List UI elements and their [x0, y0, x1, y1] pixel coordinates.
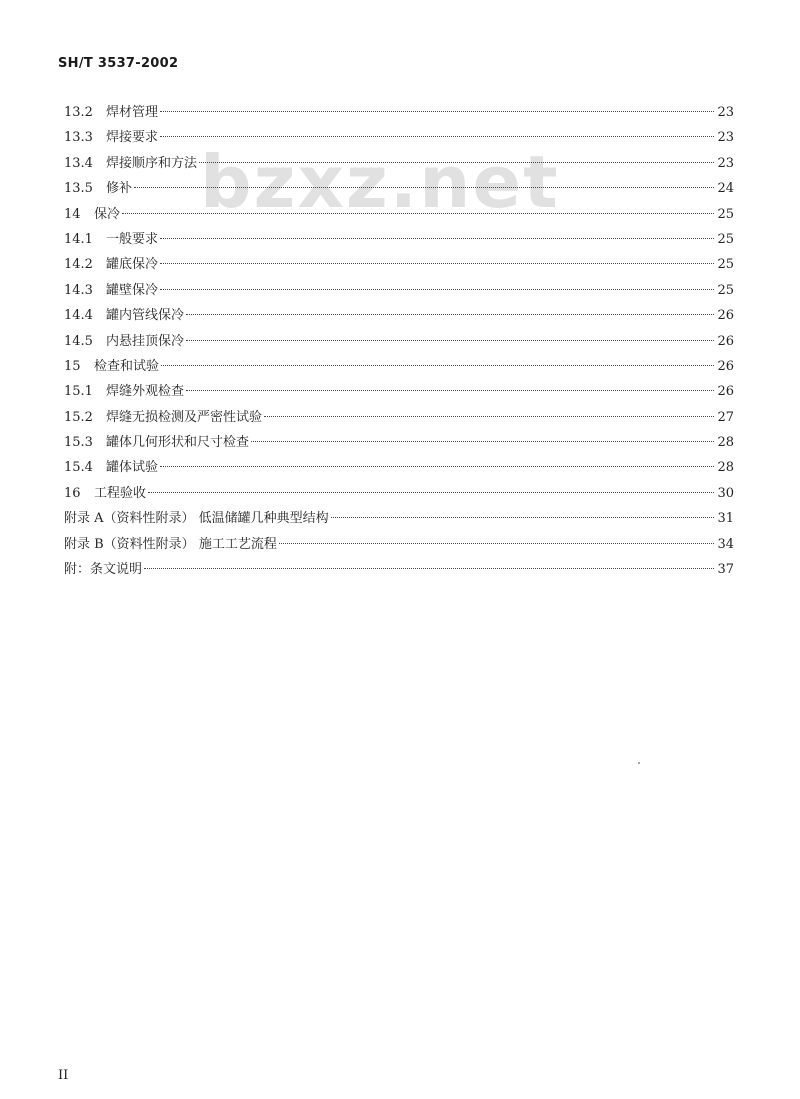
- dot-leader: [160, 289, 714, 290]
- toc-entry-13-5[interactable]: [64, 176, 734, 201]
- toc-page-number: 25: [717, 231, 734, 247]
- toc-page-number: 25: [717, 257, 734, 273]
- toc-title: 焊缝无损检测及严密性试验: [106, 409, 263, 425]
- toc-entry-16[interactable]: [64, 481, 734, 506]
- toc-page-number: 37: [717, 562, 734, 578]
- toc-number: 15.4: [64, 460, 93, 476]
- toc-title: 一般要求: [106, 231, 159, 247]
- toc-number: 14: [64, 206, 81, 222]
- toc-entry-13-2[interactable]: [64, 100, 734, 125]
- toc-number: 14.3: [64, 282, 93, 298]
- toc-entry-15-2[interactable]: [64, 405, 734, 430]
- dot-leader: [279, 543, 714, 544]
- toc-entry-appendix-a[interactable]: [64, 506, 734, 531]
- toc-title: 焊材管理: [106, 105, 159, 120]
- dot-leader: [186, 390, 714, 391]
- toc-entry-14[interactable]: [64, 202, 734, 227]
- dot-leader: [251, 441, 714, 442]
- toc-title: 工程验收: [94, 485, 147, 501]
- dot-leader: [186, 314, 714, 315]
- toc-number: 15.2: [64, 409, 93, 425]
- toc-page-number: 26: [717, 308, 734, 324]
- toc-number: 15.1: [64, 384, 93, 400]
- toc-entry-explanation[interactable]: [64, 557, 734, 582]
- standard-code-header: SH/T 3537-2002: [58, 56, 179, 71]
- toc-number: 15: [64, 358, 81, 374]
- table-of-contents: [64, 100, 734, 582]
- toc-page-number: 25: [717, 282, 734, 298]
- toc-title: 焊接顺序和方法: [106, 155, 198, 171]
- toc-entry-13-3[interactable]: [64, 125, 734, 150]
- toc-entry-15-1[interactable]: [64, 379, 734, 404]
- watermark-text: bzxz.net: [200, 140, 560, 224]
- toc-page-number: 31: [717, 511, 734, 527]
- toc-number: 14.4: [64, 308, 93, 324]
- dot-leader: [148, 492, 714, 493]
- toc-entry-14-2[interactable]: [64, 252, 734, 277]
- toc-number: 15.3: [64, 435, 93, 451]
- toc-number: 13.3: [64, 130, 93, 146]
- toc-page-number: 28: [717, 460, 734, 476]
- toc-page-number: 23: [717, 105, 734, 120]
- toc-title: 内悬挂顶保冷: [106, 333, 185, 349]
- toc-page-number: 26: [717, 358, 734, 374]
- dot-leader: [144, 568, 714, 569]
- toc-page-number: 26: [717, 333, 734, 349]
- toc-title: 检查和试验: [94, 358, 160, 374]
- dot-leader: [161, 365, 714, 366]
- toc-title: 焊缝外观检查: [106, 384, 185, 400]
- toc-number: 16: [64, 485, 81, 501]
- toc-title: 附录 A（资料性附录） 低温储罐几种典型结构: [64, 511, 329, 527]
- toc-number: 13.2: [64, 105, 93, 120]
- toc-title: 附录 B（资料性附录） 施工工艺流程: [64, 536, 277, 552]
- toc-entry-14-5[interactable]: [64, 329, 734, 354]
- dot-leader: [199, 162, 714, 163]
- toc-entry-15[interactable]: [64, 354, 734, 379]
- scan-speck: [638, 762, 640, 764]
- toc-title: 罐体几何形状和尺寸检查: [106, 435, 250, 451]
- toc-entry-15-4[interactable]: [64, 455, 734, 480]
- dot-leader: [122, 213, 714, 214]
- page-number: II: [58, 1068, 69, 1083]
- toc-page-number: 30: [717, 485, 734, 501]
- toc-entry-14-1[interactable]: [64, 227, 734, 252]
- toc-title: 罐壁保冷: [106, 282, 159, 298]
- dot-leader: [331, 517, 714, 518]
- toc-title: 附：条文说明: [64, 562, 143, 578]
- toc-entry-15-3[interactable]: [64, 430, 734, 455]
- toc-title: 罐底保冷: [106, 257, 159, 273]
- toc-page-number: 34: [717, 536, 734, 552]
- dot-leader: [160, 238, 714, 239]
- toc-title: 保冷: [94, 206, 121, 222]
- dot-leader: [160, 466, 714, 467]
- dot-leader: [186, 340, 714, 341]
- toc-title: 罐内管线保冷: [106, 308, 185, 324]
- dot-leader: [160, 263, 714, 264]
- toc-entry-14-3[interactable]: [64, 278, 734, 303]
- dot-leader: [264, 416, 714, 417]
- toc-page-number: 28: [717, 435, 734, 451]
- toc-title: 焊接要求: [106, 130, 159, 146]
- toc-page-number: 27: [717, 409, 734, 425]
- toc-number: 14.1: [64, 231, 93, 247]
- toc-page-number: 23: [717, 130, 734, 146]
- toc-page-number: 25: [717, 206, 734, 222]
- toc-number: 13.4: [64, 155, 93, 171]
- toc-page-number: 24: [717, 181, 734, 197]
- toc-entry-13-4[interactable]: [64, 151, 734, 176]
- toc-title: 罐体试验: [106, 460, 159, 476]
- toc-number: 14.2: [64, 257, 93, 273]
- dot-leader: [134, 187, 714, 188]
- toc-entry-14-4[interactable]: [64, 303, 734, 328]
- toc-number: 14.5: [64, 333, 93, 349]
- toc-number: 13.5: [64, 181, 93, 197]
- dot-leader: [160, 136, 714, 137]
- toc-entry-appendix-b[interactable]: [64, 532, 734, 557]
- dot-leader: [160, 111, 714, 112]
- toc-page-number: 26: [717, 384, 734, 400]
- toc-title: 修补: [106, 181, 133, 197]
- toc-page-number: 23: [717, 155, 734, 171]
